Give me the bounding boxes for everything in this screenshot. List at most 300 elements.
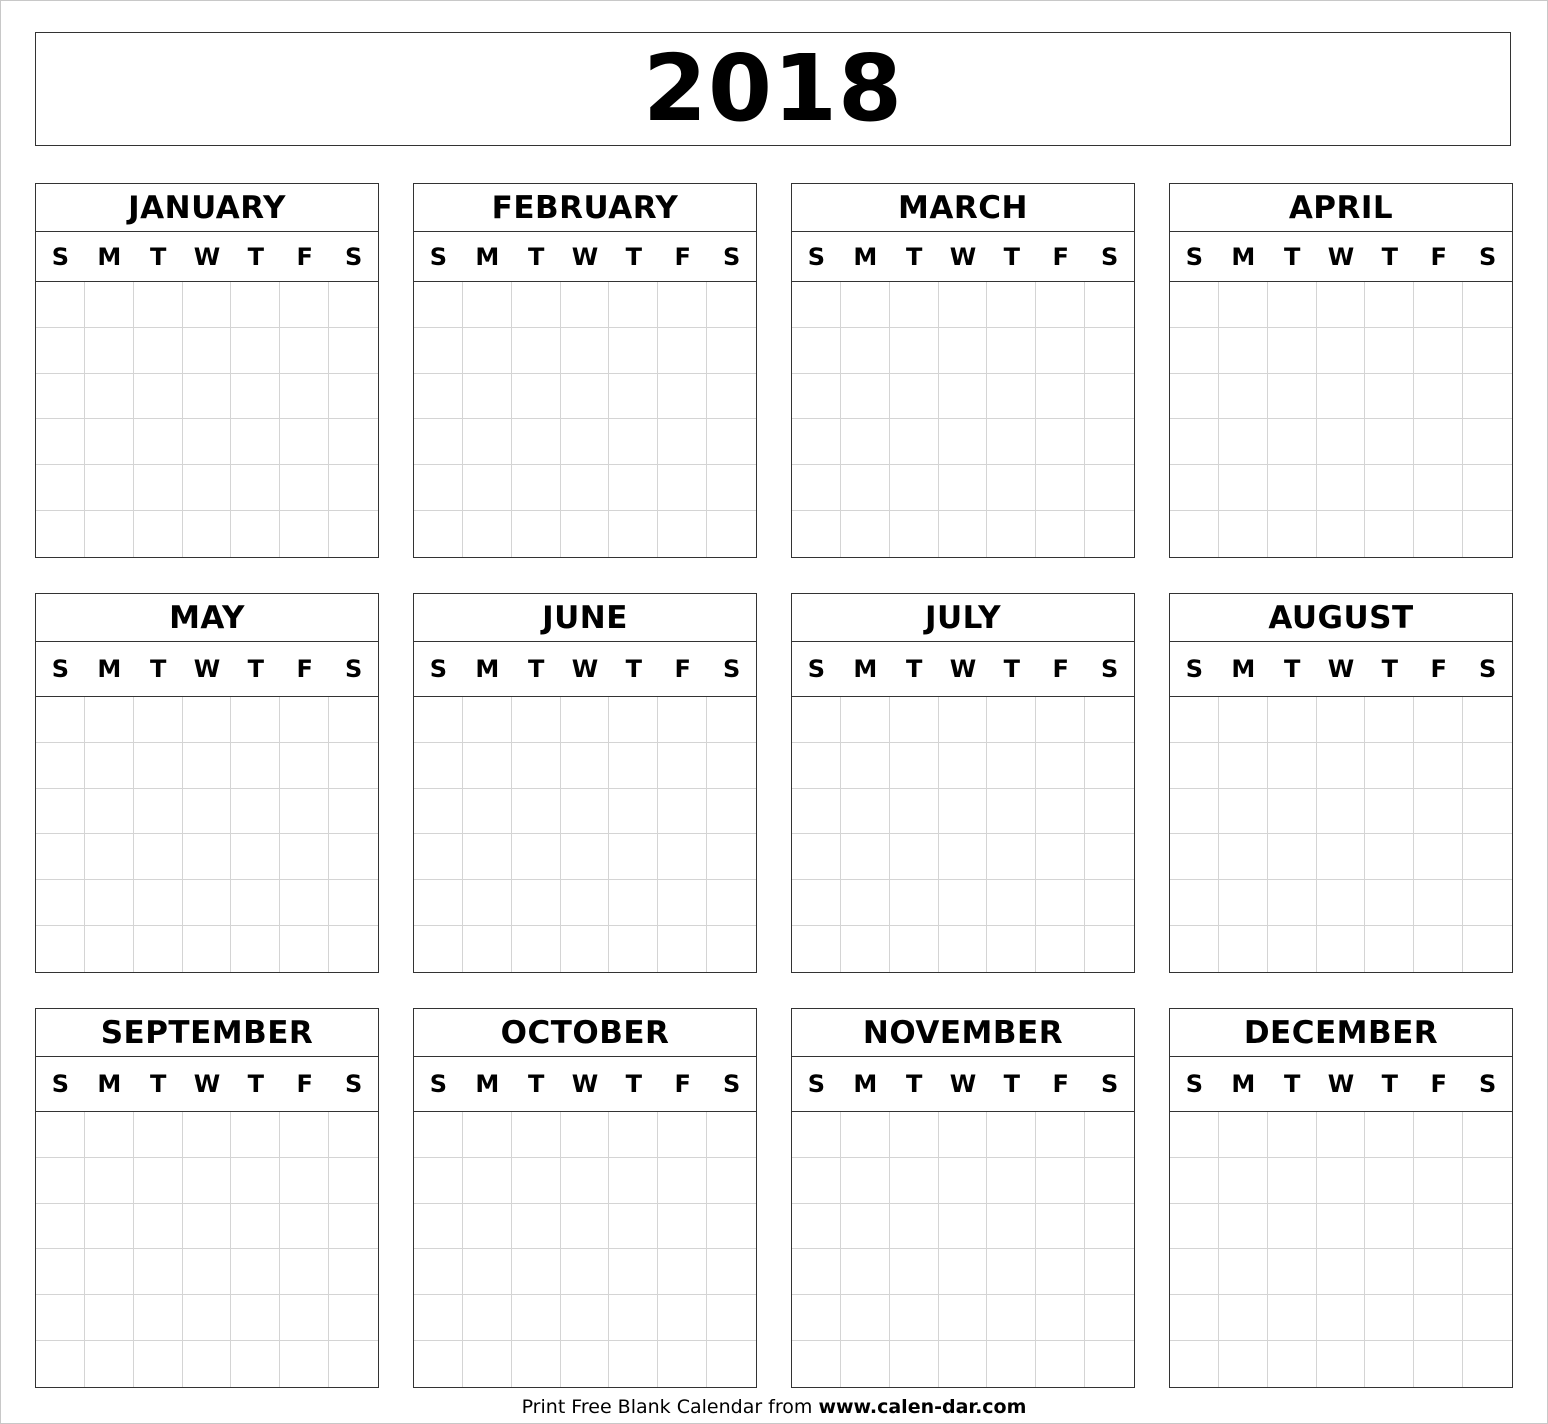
day-cell[interactable]: [36, 743, 85, 789]
day-cell[interactable]: [414, 282, 463, 328]
day-cell[interactable]: [36, 1112, 85, 1158]
day-cell[interactable]: [609, 1158, 658, 1204]
day-cell[interactable]: [36, 1341, 85, 1387]
day-cell[interactable]: [1414, 1295, 1463, 1341]
day-cell[interactable]: [987, 1341, 1036, 1387]
day-cell[interactable]: [134, 1204, 183, 1250]
day-cell[interactable]: [1414, 926, 1463, 972]
day-cell[interactable]: [463, 374, 512, 420]
day-cell[interactable]: [561, 789, 610, 835]
day-cell[interactable]: [561, 1112, 610, 1158]
day-cell[interactable]: [939, 419, 988, 465]
day-cell[interactable]: [707, 926, 756, 972]
day-cell[interactable]: [707, 834, 756, 880]
day-cell[interactable]: [1268, 880, 1317, 926]
day-cell[interactable]: [841, 1295, 890, 1341]
day-cell[interactable]: [609, 465, 658, 511]
day-cell[interactable]: [134, 511, 183, 557]
day-cell[interactable]: [1414, 511, 1463, 557]
day-cell[interactable]: [231, 743, 280, 789]
day-cell[interactable]: [890, 1295, 939, 1341]
day-cell[interactable]: [561, 374, 610, 420]
day-cell[interactable]: [1365, 328, 1414, 374]
day-cell[interactable]: [1170, 282, 1219, 328]
day-cell[interactable]: [134, 1249, 183, 1295]
day-cell[interactable]: [183, 1158, 232, 1204]
day-cell[interactable]: [609, 1295, 658, 1341]
day-cell[interactable]: [1317, 465, 1366, 511]
day-cell[interactable]: [1463, 374, 1512, 420]
day-cell[interactable]: [561, 697, 610, 743]
day-cell[interactable]: [1170, 1249, 1219, 1295]
day-cell[interactable]: [792, 743, 841, 789]
day-cell[interactable]: [1219, 1112, 1268, 1158]
day-cell[interactable]: [707, 789, 756, 835]
day-cell[interactable]: [1414, 1341, 1463, 1387]
day-cell[interactable]: [1414, 1158, 1463, 1204]
day-cell[interactable]: [890, 282, 939, 328]
day-cell[interactable]: [463, 926, 512, 972]
day-cell[interactable]: [85, 789, 134, 835]
day-cell[interactable]: [134, 374, 183, 420]
day-cell[interactable]: [1085, 1112, 1134, 1158]
day-cell[interactable]: [1085, 697, 1134, 743]
day-cell[interactable]: [707, 282, 756, 328]
day-cell[interactable]: [939, 282, 988, 328]
day-cell[interactable]: [841, 834, 890, 880]
day-cell[interactable]: [280, 697, 329, 743]
day-cell[interactable]: [1219, 743, 1268, 789]
day-cell[interactable]: [1317, 1295, 1366, 1341]
day-cell[interactable]: [280, 834, 329, 880]
day-cell[interactable]: [134, 880, 183, 926]
day-cell[interactable]: [231, 328, 280, 374]
day-cell[interactable]: [1463, 419, 1512, 465]
day-cell[interactable]: [609, 834, 658, 880]
day-cell[interactable]: [134, 789, 183, 835]
day-cell[interactable]: [561, 328, 610, 374]
day-cell[interactable]: [512, 328, 561, 374]
day-cell[interactable]: [183, 743, 232, 789]
day-cell[interactable]: [280, 1204, 329, 1250]
day-cell[interactable]: [658, 880, 707, 926]
day-cell[interactable]: [1268, 1341, 1317, 1387]
day-cell[interactable]: [1268, 511, 1317, 557]
day-cell[interactable]: [231, 1112, 280, 1158]
day-cell[interactable]: [561, 419, 610, 465]
day-cell[interactable]: [841, 789, 890, 835]
day-cell[interactable]: [1170, 834, 1219, 880]
day-cell[interactable]: [1219, 328, 1268, 374]
day-cell[interactable]: [1219, 834, 1268, 880]
day-cell[interactable]: [939, 697, 988, 743]
day-cell[interactable]: [1414, 374, 1463, 420]
day-cell[interactable]: [939, 1112, 988, 1158]
day-cell[interactable]: [707, 743, 756, 789]
day-cell[interactable]: [658, 743, 707, 789]
day-cell[interactable]: [280, 743, 329, 789]
day-cell[interactable]: [183, 282, 232, 328]
day-cell[interactable]: [512, 1158, 561, 1204]
day-cell[interactable]: [36, 465, 85, 511]
day-cell[interactable]: [707, 1341, 756, 1387]
day-cell[interactable]: [1085, 282, 1134, 328]
day-cell[interactable]: [1170, 1158, 1219, 1204]
day-cell[interactable]: [658, 465, 707, 511]
day-cell[interactable]: [1317, 834, 1366, 880]
day-cell[interactable]: [1365, 926, 1414, 972]
day-cell[interactable]: [792, 880, 841, 926]
day-cell[interactable]: [463, 328, 512, 374]
day-cell[interactable]: [85, 1158, 134, 1204]
day-cell[interactable]: [231, 374, 280, 420]
day-cell[interactable]: [1085, 789, 1134, 835]
day-cell[interactable]: [463, 789, 512, 835]
day-cell[interactable]: [36, 374, 85, 420]
day-cell[interactable]: [890, 374, 939, 420]
day-cell[interactable]: [1463, 743, 1512, 789]
day-cell[interactable]: [183, 1341, 232, 1387]
day-cell[interactable]: [1268, 1112, 1317, 1158]
day-cell[interactable]: [707, 1249, 756, 1295]
day-cell[interactable]: [987, 743, 1036, 789]
day-cell[interactable]: [231, 697, 280, 743]
day-cell[interactable]: [134, 834, 183, 880]
day-cell[interactable]: [561, 880, 610, 926]
day-cell[interactable]: [36, 880, 85, 926]
day-cell[interactable]: [36, 511, 85, 557]
day-cell[interactable]: [1036, 834, 1085, 880]
day-cell[interactable]: [1463, 1249, 1512, 1295]
day-cell[interactable]: [1036, 1341, 1085, 1387]
day-cell[interactable]: [987, 1158, 1036, 1204]
day-cell[interactable]: [414, 1112, 463, 1158]
day-cell[interactable]: [1170, 1204, 1219, 1250]
day-cell[interactable]: [183, 1295, 232, 1341]
day-cell[interactable]: [85, 834, 134, 880]
day-cell[interactable]: [1085, 1341, 1134, 1387]
day-cell[interactable]: [987, 465, 1036, 511]
day-cell[interactable]: [609, 1112, 658, 1158]
day-cell[interactable]: [1463, 465, 1512, 511]
day-cell[interactable]: [1317, 1158, 1366, 1204]
day-cell[interactable]: [1268, 789, 1317, 835]
day-cell[interactable]: [1170, 926, 1219, 972]
day-cell[interactable]: [1036, 419, 1085, 465]
day-cell[interactable]: [1268, 465, 1317, 511]
day-cell[interactable]: [841, 1158, 890, 1204]
day-cell[interactable]: [841, 511, 890, 557]
day-cell[interactable]: [841, 328, 890, 374]
day-cell[interactable]: [561, 1341, 610, 1387]
day-cell[interactable]: [561, 511, 610, 557]
day-cell[interactable]: [231, 1295, 280, 1341]
day-cell[interactable]: [1414, 834, 1463, 880]
day-cell[interactable]: [36, 282, 85, 328]
day-cell[interactable]: [1170, 880, 1219, 926]
day-cell[interactable]: [512, 880, 561, 926]
day-cell[interactable]: [707, 1158, 756, 1204]
day-cell[interactable]: [609, 511, 658, 557]
day-cell[interactable]: [231, 926, 280, 972]
day-cell[interactable]: [183, 834, 232, 880]
day-cell[interactable]: [1365, 1249, 1414, 1295]
day-cell[interactable]: [561, 834, 610, 880]
day-cell[interactable]: [280, 374, 329, 420]
day-cell[interactable]: [1365, 419, 1414, 465]
day-cell[interactable]: [85, 511, 134, 557]
day-cell[interactable]: [1463, 926, 1512, 972]
day-cell[interactable]: [183, 1112, 232, 1158]
day-cell[interactable]: [939, 465, 988, 511]
day-cell[interactable]: [183, 1204, 232, 1250]
day-cell[interactable]: [512, 743, 561, 789]
day-cell[interactable]: [890, 1341, 939, 1387]
day-cell[interactable]: [463, 1341, 512, 1387]
day-cell[interactable]: [987, 1204, 1036, 1250]
day-cell[interactable]: [841, 1204, 890, 1250]
day-cell[interactable]: [792, 697, 841, 743]
day-cell[interactable]: [658, 328, 707, 374]
day-cell[interactable]: [1219, 419, 1268, 465]
day-cell[interactable]: [183, 511, 232, 557]
day-cell[interactable]: [987, 834, 1036, 880]
day-cell[interactable]: [1365, 789, 1414, 835]
day-cell[interactable]: [658, 926, 707, 972]
day-cell[interactable]: [1268, 328, 1317, 374]
day-cell[interactable]: [1219, 374, 1268, 420]
day-cell[interactable]: [987, 511, 1036, 557]
day-cell[interactable]: [36, 926, 85, 972]
day-cell[interactable]: [792, 1295, 841, 1341]
day-cell[interactable]: [890, 1249, 939, 1295]
day-cell[interactable]: [1463, 789, 1512, 835]
day-cell[interactable]: [329, 419, 378, 465]
day-cell[interactable]: [890, 1158, 939, 1204]
day-cell[interactable]: [1085, 834, 1134, 880]
day-cell[interactable]: [1170, 1112, 1219, 1158]
day-cell[interactable]: [987, 789, 1036, 835]
day-cell[interactable]: [1170, 511, 1219, 557]
day-cell[interactable]: [1317, 511, 1366, 557]
day-cell[interactable]: [1414, 1204, 1463, 1250]
day-cell[interactable]: [841, 1249, 890, 1295]
day-cell[interactable]: [414, 1158, 463, 1204]
day-cell[interactable]: [1036, 374, 1085, 420]
day-cell[interactable]: [792, 419, 841, 465]
day-cell[interactable]: [512, 1112, 561, 1158]
day-cell[interactable]: [1463, 328, 1512, 374]
day-cell[interactable]: [85, 1295, 134, 1341]
day-cell[interactable]: [939, 789, 988, 835]
day-cell[interactable]: [231, 1341, 280, 1387]
day-cell[interactable]: [939, 1249, 988, 1295]
day-cell[interactable]: [85, 328, 134, 374]
day-cell[interactable]: [1463, 1112, 1512, 1158]
day-cell[interactable]: [1414, 282, 1463, 328]
day-cell[interactable]: [329, 697, 378, 743]
day-cell[interactable]: [463, 511, 512, 557]
footer-site-link[interactable]: www.calen-dar.com: [818, 1396, 1027, 1418]
day-cell[interactable]: [134, 419, 183, 465]
day-cell[interactable]: [1219, 789, 1268, 835]
day-cell[interactable]: [134, 1341, 183, 1387]
day-cell[interactable]: [414, 1204, 463, 1250]
day-cell[interactable]: [841, 282, 890, 328]
day-cell[interactable]: [85, 926, 134, 972]
day-cell[interactable]: [414, 465, 463, 511]
day-cell[interactable]: [231, 465, 280, 511]
day-cell[interactable]: [183, 880, 232, 926]
day-cell[interactable]: [329, 834, 378, 880]
day-cell[interactable]: [792, 374, 841, 420]
day-cell[interactable]: [280, 1341, 329, 1387]
day-cell[interactable]: [1170, 697, 1219, 743]
day-cell[interactable]: [939, 511, 988, 557]
day-cell[interactable]: [414, 926, 463, 972]
day-cell[interactable]: [183, 789, 232, 835]
day-cell[interactable]: [1317, 789, 1366, 835]
day-cell[interactable]: [1317, 328, 1366, 374]
day-cell[interactable]: [841, 1341, 890, 1387]
day-cell[interactable]: [841, 926, 890, 972]
day-cell[interactable]: [1365, 1112, 1414, 1158]
day-cell[interactable]: [561, 1158, 610, 1204]
day-cell[interactable]: [1365, 697, 1414, 743]
day-cell[interactable]: [609, 880, 658, 926]
day-cell[interactable]: [414, 374, 463, 420]
day-cell[interactable]: [414, 1249, 463, 1295]
day-cell[interactable]: [1365, 1204, 1414, 1250]
day-cell[interactable]: [658, 1158, 707, 1204]
day-cell[interactable]: [1365, 834, 1414, 880]
day-cell[interactable]: [1365, 465, 1414, 511]
day-cell[interactable]: [792, 465, 841, 511]
day-cell[interactable]: [231, 789, 280, 835]
day-cell[interactable]: [329, 282, 378, 328]
day-cell[interactable]: [987, 697, 1036, 743]
day-cell[interactable]: [561, 465, 610, 511]
day-cell[interactable]: [1414, 880, 1463, 926]
day-cell[interactable]: [609, 789, 658, 835]
day-cell[interactable]: [658, 1295, 707, 1341]
day-cell[interactable]: [1365, 880, 1414, 926]
day-cell[interactable]: [792, 926, 841, 972]
day-cell[interactable]: [512, 511, 561, 557]
day-cell[interactable]: [1268, 282, 1317, 328]
day-cell[interactable]: [329, 511, 378, 557]
day-cell[interactable]: [707, 374, 756, 420]
day-cell[interactable]: [512, 789, 561, 835]
day-cell[interactable]: [183, 697, 232, 743]
day-cell[interactable]: [707, 1204, 756, 1250]
day-cell[interactable]: [231, 880, 280, 926]
day-cell[interactable]: [987, 1112, 1036, 1158]
day-cell[interactable]: [987, 926, 1036, 972]
day-cell[interactable]: [1219, 1249, 1268, 1295]
day-cell[interactable]: [1317, 1204, 1366, 1250]
day-cell[interactable]: [1219, 1204, 1268, 1250]
day-cell[interactable]: [1317, 419, 1366, 465]
day-cell[interactable]: [134, 697, 183, 743]
day-cell[interactable]: [609, 926, 658, 972]
day-cell[interactable]: [658, 511, 707, 557]
day-cell[interactable]: [1317, 374, 1366, 420]
day-cell[interactable]: [329, 374, 378, 420]
day-cell[interactable]: [792, 789, 841, 835]
day-cell[interactable]: [231, 1249, 280, 1295]
day-cell[interactable]: [85, 880, 134, 926]
day-cell[interactable]: [658, 1341, 707, 1387]
day-cell[interactable]: [609, 697, 658, 743]
day-cell[interactable]: [36, 789, 85, 835]
day-cell[interactable]: [1268, 1204, 1317, 1250]
day-cell[interactable]: [280, 282, 329, 328]
day-cell[interactable]: [1414, 465, 1463, 511]
day-cell[interactable]: [85, 374, 134, 420]
day-cell[interactable]: [414, 697, 463, 743]
day-cell[interactable]: [1219, 697, 1268, 743]
day-cell[interactable]: [658, 374, 707, 420]
day-cell[interactable]: [1414, 743, 1463, 789]
day-cell[interactable]: [463, 1112, 512, 1158]
day-cell[interactable]: [1365, 511, 1414, 557]
day-cell[interactable]: [890, 328, 939, 374]
day-cell[interactable]: [1036, 282, 1085, 328]
day-cell[interactable]: [414, 834, 463, 880]
day-cell[interactable]: [792, 834, 841, 880]
day-cell[interactable]: [85, 419, 134, 465]
day-cell[interactable]: [987, 1249, 1036, 1295]
day-cell[interactable]: [512, 834, 561, 880]
day-cell[interactable]: [1268, 1295, 1317, 1341]
day-cell[interactable]: [463, 834, 512, 880]
day-cell[interactable]: [890, 511, 939, 557]
day-cell[interactable]: [658, 419, 707, 465]
day-cell[interactable]: [1219, 1158, 1268, 1204]
day-cell[interactable]: [939, 328, 988, 374]
day-cell[interactable]: [183, 465, 232, 511]
day-cell[interactable]: [134, 282, 183, 328]
day-cell[interactable]: [85, 1204, 134, 1250]
day-cell[interactable]: [280, 511, 329, 557]
day-cell[interactable]: [841, 419, 890, 465]
day-cell[interactable]: [414, 511, 463, 557]
day-cell[interactable]: [280, 328, 329, 374]
day-cell[interactable]: [1036, 743, 1085, 789]
day-cell[interactable]: [1085, 880, 1134, 926]
day-cell[interactable]: [1365, 1295, 1414, 1341]
day-cell[interactable]: [231, 1204, 280, 1250]
day-cell[interactable]: [609, 419, 658, 465]
day-cell[interactable]: [1170, 419, 1219, 465]
day-cell[interactable]: [512, 282, 561, 328]
day-cell[interactable]: [1463, 1158, 1512, 1204]
day-cell[interactable]: [183, 374, 232, 420]
day-cell[interactable]: [36, 697, 85, 743]
day-cell[interactable]: [1036, 1158, 1085, 1204]
day-cell[interactable]: [609, 282, 658, 328]
day-cell[interactable]: [1036, 697, 1085, 743]
day-cell[interactable]: [890, 926, 939, 972]
day-cell[interactable]: [36, 419, 85, 465]
day-cell[interactable]: [1463, 282, 1512, 328]
day-cell[interactable]: [85, 1341, 134, 1387]
day-cell[interactable]: [939, 743, 988, 789]
day-cell[interactable]: [1036, 1112, 1085, 1158]
day-cell[interactable]: [1085, 374, 1134, 420]
day-cell[interactable]: [463, 743, 512, 789]
